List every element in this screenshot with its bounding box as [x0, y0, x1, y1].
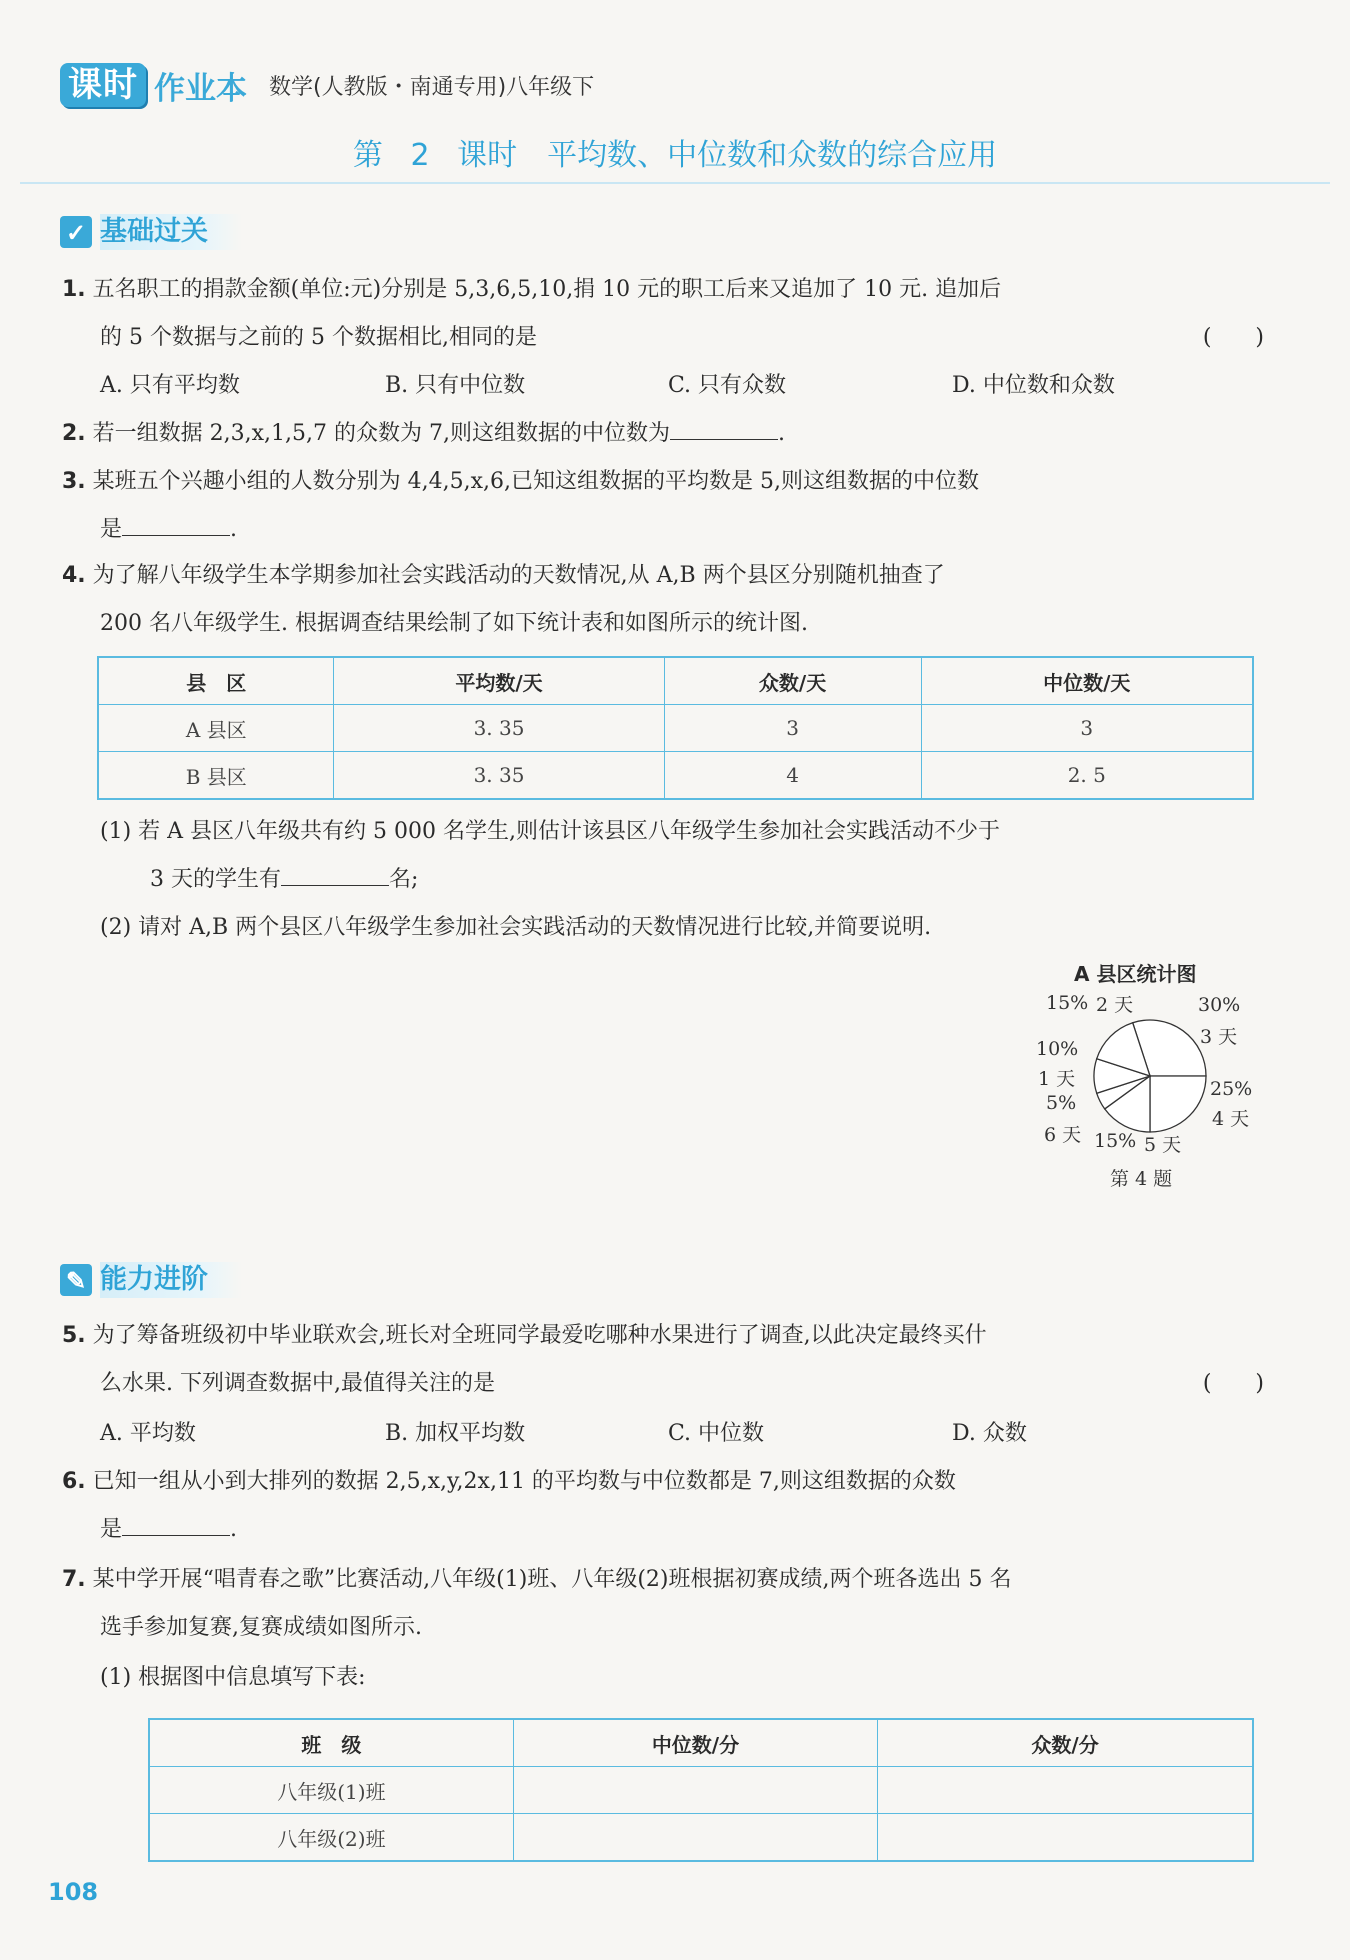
option-c: C. 只有众数: [668, 373, 787, 398]
figure-caption: 第 4 题: [1110, 1168, 1173, 1190]
q3-end: .: [230, 517, 238, 542]
option-d: D. 中位数和众数: [952, 373, 1115, 398]
q2-end: .: [778, 421, 786, 446]
table-cell: 4: [664, 752, 921, 800]
q2-text: 若一组数据 2,3,x,1,5,7 的众数为 7,则这组数据的中位数为: [92, 421, 671, 446]
brand-name: 作业本: [154, 70, 247, 107]
question-7: [62, 1556, 1312, 1652]
question-4-sub2: (2) 请对 A,B 两个县区八年级学生参加社会实践活动的天数情况进行比较,并简要说明.: [100, 915, 932, 940]
section-label: 能力进阶: [100, 1262, 242, 1298]
question-4-sub1: [100, 808, 1312, 904]
q6-line1: 已知一组从小到大排列的数据 2,5,x,y,2x,11 的平均数与中位数都是 7,则这组数据的众数: [92, 1469, 956, 1494]
table-row: [149, 1767, 1253, 1814]
question-5: [62, 1312, 1312, 1408]
pie-label-2-cat: 2 天: [1096, 994, 1134, 1016]
table-header: 众数/天: [664, 657, 921, 705]
table-header: 众数/分: [878, 1719, 1253, 1767]
lesson-title: 第 2 课时 平均数、中位数和众数的综合应用: [352, 138, 998, 173]
pencil-icon: ✎: [60, 1264, 92, 1296]
q3-line2: 是: [100, 517, 123, 542]
table-header: 中位数/分: [513, 1719, 877, 1767]
option-a: A. 平均数: [100, 1421, 196, 1446]
pie-label-1-pct: 10%: [1036, 1038, 1079, 1060]
section-advanced: [60, 1260, 242, 1300]
question-4: [62, 552, 1312, 648]
table-cell: 八年级(1)班: [149, 1767, 513, 1814]
table-header: 平均数/天: [334, 657, 664, 705]
pie-label-1-cat: 1 天: [1038, 1068, 1076, 1090]
pie-label-5-pct: 15%: [1094, 1130, 1137, 1152]
question-number: 5.: [62, 1323, 86, 1348]
q1-line2: 的 5 个数据与之前的 5 个数据相比,相同的是: [100, 325, 537, 350]
option-a: A. 只有平均数: [100, 373, 240, 398]
table-header-row: [149, 1719, 1253, 1767]
page-number: 108: [48, 1878, 99, 1906]
pie-label-3-cat: 3 天: [1200, 1026, 1238, 1048]
section-label: 基础过关: [100, 214, 242, 250]
book-subtitle: 数学(人教版・南通专用)八年级下: [269, 74, 595, 100]
pie-label-5-cat: 5 天: [1144, 1134, 1182, 1156]
table-cell: 3: [664, 705, 921, 752]
q4-sub1-line2: 3 天的学生有: [150, 867, 281, 892]
option-b: B. 只有中位数: [385, 373, 526, 398]
answer-cell[interactable]: [513, 1767, 877, 1814]
pie-chart: [1090, 1016, 1210, 1136]
table-cell: 3. 35: [334, 705, 664, 752]
question-7-sub1: (1) 根据图中信息填写下表:: [100, 1665, 366, 1690]
check-icon: ✓: [60, 216, 92, 248]
table-row: [149, 1814, 1253, 1862]
q1-line1: 五名职工的捐款金额(单位:元)分别是 5,3,6,5,10,捐 10 元的职工后来又追加了 10 元. 追加后: [92, 277, 1002, 302]
question-3: [62, 458, 1312, 554]
table-header-row: [98, 657, 1253, 705]
stats-table-q4: [97, 656, 1254, 800]
question-number: 7.: [62, 1567, 86, 1592]
answer-blank[interactable]: [281, 861, 389, 886]
answer-paren: ( ): [1202, 325, 1264, 350]
chart-title: A 县区统计图: [1074, 962, 1197, 986]
table-row: [98, 705, 1253, 752]
pie-label-3-pct: 30%: [1198, 994, 1241, 1016]
answer-cell[interactable]: [878, 1814, 1253, 1862]
table-header: 县 区: [98, 657, 334, 705]
question-number: 3.: [62, 469, 86, 494]
table-cell: 八年级(2)班: [149, 1814, 513, 1862]
q4-sub1-line2-end: 名;: [389, 867, 419, 892]
pie-label-6-cat: 6 天: [1044, 1124, 1082, 1146]
table-cell: A 县区: [98, 705, 334, 752]
answer-blank[interactable]: [670, 415, 778, 440]
option-d: D. 众数: [952, 1421, 1027, 1446]
q4-sub1-line1: (1) 若 A 县区八年级共有约 5 000 名学生,则估计该县区八年级学生参加社会实践活动不少于: [100, 819, 1000, 844]
table-header: 班 级: [149, 1719, 513, 1767]
pie-label-6-pct: 5%: [1046, 1092, 1077, 1114]
q4-line1: 为了解八年级学生本学期参加社会实践活动的天数情况,从 A,B 两个县区分别随机抽查了: [92, 563, 945, 588]
q3-line1: 某班五个兴趣小组的人数分别为 4,4,5,x,6,已知这组数据的平均数是 5,则这组数据的中位数: [92, 469, 980, 494]
pie-label-2-pct: 15%: [1046, 992, 1089, 1014]
table-cell: 3. 35: [334, 752, 664, 800]
q6-line2: 是: [100, 1517, 123, 1542]
question-number: 4.: [62, 563, 86, 588]
table-cell: 2. 5: [921, 752, 1253, 800]
question-2: [62, 410, 1312, 458]
answer-paren: ( ): [1202, 1371, 1264, 1396]
section-basic: [60, 212, 242, 252]
header-divider: [20, 182, 1330, 184]
q6-end: .: [230, 1517, 238, 1542]
option-c: C. 中位数: [668, 1421, 765, 1446]
question-number: 2.: [62, 421, 86, 446]
q7-line1: 某中学开展“唱青春之歌”比赛活动,八年级(1)班、八年级(2)班根据初赛成绩,两个班各选出 5 名: [92, 1567, 1012, 1592]
answer-blank[interactable]: [122, 511, 230, 536]
option-b: B. 加权平均数: [385, 1421, 526, 1446]
answer-cell[interactable]: [513, 1814, 877, 1862]
q5-line2: 么水果. 下列调查数据中,最值得关注的是: [100, 1371, 495, 1396]
book-header: [60, 62, 594, 108]
pie-slice-4: [1150, 1076, 1206, 1132]
answer-table-q7: [148, 1718, 1254, 1862]
table-cell: 3: [921, 705, 1253, 752]
pie-label-4-cat: 4 天: [1212, 1108, 1250, 1130]
table-header: 中位数/天: [921, 657, 1253, 705]
brand-logo: 课时: [60, 63, 146, 107]
answer-cell[interactable]: [878, 1767, 1253, 1814]
q7-line2: 选手参加复赛,复赛成绩如图所示.: [100, 1615, 422, 1640]
question-1: [62, 266, 1312, 362]
q5-line1: 为了筹备班级初中毕业联欢会,班长对全班同学最爱吃哪种水果进行了调查,以此决定最终买什: [92, 1323, 987, 1348]
question-6: [62, 1458, 1312, 1554]
table-cell: B 县区: [98, 752, 334, 800]
answer-blank[interactable]: [122, 1511, 230, 1536]
question-number: 1.: [62, 277, 86, 302]
table-row: [98, 752, 1253, 800]
q4-line2: 200 名八年级学生. 根据调查结果绘制了如下统计表和如图所示的统计图.: [100, 611, 808, 636]
question-number: 6.: [62, 1469, 86, 1494]
pie-label-4-pct: 25%: [1210, 1078, 1253, 1100]
